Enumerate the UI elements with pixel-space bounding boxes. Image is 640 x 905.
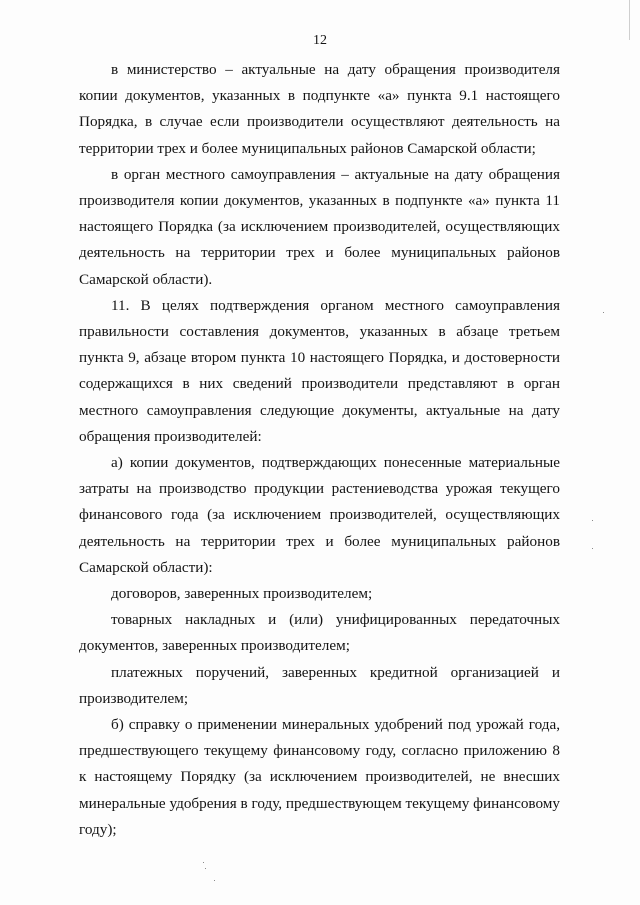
- scan-artifact: [592, 548, 593, 549]
- scan-artifact: [592, 520, 593, 521]
- paragraph-6: товарных накладных и (или) унифицированных передаточных документов, заверенных производителем;: [79, 611, 560, 655]
- paragraph-8: б) справку о применении минеральных удобрений под урожай года, предшествующего текущему финансовому году, согласно приложению 8 к настоящему Порядку (за исключением производителей, не внесших минеральные удобрения в году, предшествующем текущему финансовому году);: [79, 716, 560, 838]
- paragraph-7: платежных поручений, заверенных кредитной организацией и производителем;: [79, 663, 560, 707]
- scan-artifact: [203, 862, 204, 863]
- page-number: 12: [313, 33, 327, 48]
- scan-artifact: [629, 0, 630, 40]
- body-text: [79, 57, 560, 843]
- scan-artifact: [205, 868, 206, 869]
- paragraph-4: а) копии документов, подтверждающих понесенные материальные затраты на производство продукции растениеводства урожая текущего финансового года (за исключением производителей, осуществляющих деятельность на территории трех и более муниципальных районов Самарской области):: [79, 454, 560, 576]
- scan-artifact: [214, 880, 215, 881]
- paragraph-2: в орган местного самоуправления – актуальные на дату обращения производителя копии документов, указанных в подпункте «а» пункта 11 настоящего Порядка (за исключением производителей, осуществляющих деятельность на территории трех и более муниципальных районов Самарской области).: [79, 165, 560, 288]
- paragraph-1: в министерство – актуальные на дату обращения производителя копии документов, указанных в подпункте «а» пункта 9.1 настоящего Порядка, в случае если производители осуществляют деятельность на территории трех и более муниципальных районов Самарской области;: [79, 61, 560, 157]
- paragraph-3: 11. В целях подтверждения органом местного самоуправления правильности составления документов, указанных в абзаце третьем пункта 9, абзаце втором пункта 10 настоящего Порядка, и достоверности содержащихся в них сведений производители представляют в орган местного самоуправления следующие документы, актуальные на дату обращения производителей:: [79, 296, 560, 445]
- paragraph-5: договоров, заверенных производителем;: [111, 585, 373, 603]
- scan-artifact: [603, 312, 604, 313]
